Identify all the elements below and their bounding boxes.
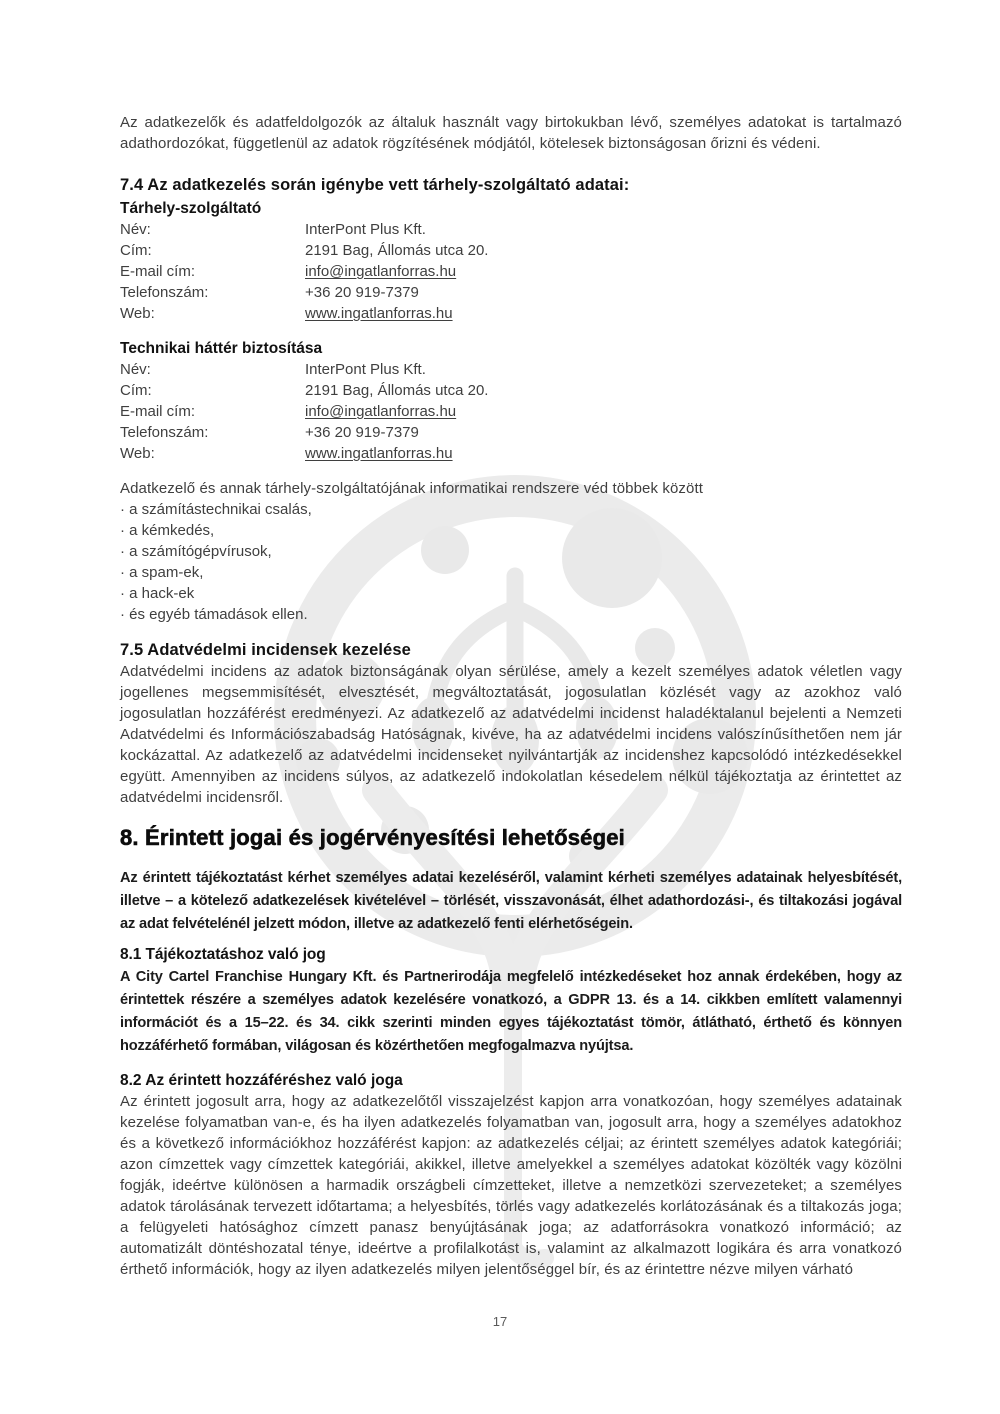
section-8-2-body: Az érintett jogosult arra, hogy az adatkezelőtől visszajelzést kapjon arra vonatkozóan, hogy személyes adatainak kezelése folyamatban van-e, és ha ilyen adatkezelés folyamatban van, jogosult arra, hogy a személyes adatokhoz és a következő információkhoz hozzáférést kapjon: az adatkezelés céljai; az érintett személyes adatok kategóriái; azon címzettek vagy címzettek kategóriái, akikkel, illetve amelyekkel a személyes adatokat közölték vagy közölni fogják, ideértve különösen a harmadik országbeli címzetteket, illetve a nemzetközi szervezeteket; a személyes adatok tárolásának tervezett időtartama; a helyesbítés, törlés vagy adatkezelés korlátozásának és a tiltakozás joga; a felügyeleti hatósághoz címzett panasz benyújtásának joga; az adatforrásokra vonatkozó információ; az automatizált döntéshozatal ténye, ideértve a profilalkotást is, valamint az alkalmazott logikára és arra vonatkozó érthető információk, hogy az ilyen adatkezelés milyen jelentőséggel bír, és az érintettre nézve milyen várható [120, 1093, 902, 1278]
contact-value: InterPont Plus Kft. [305, 221, 426, 238]
contact-label: Cím: [120, 382, 152, 399]
contact-row-web [120, 443, 902, 464]
list-item: · a hack-ek [120, 585, 195, 602]
technical-background-title: Technikai háttér biztosítása [120, 340, 323, 357]
contact-label: Név: [120, 221, 151, 238]
section-8-intro: Az érintett tájékoztatást kérhet személyes adatai kezeléséről, valamint kérheti személyes adatainak helyesbítését, illetve – a kötelező adatkezelések kivételével – törlését, visszavonását, élhet adathordozási-, és tiltakozási jogával az adat felvételénél jelzett módon, illetve az adatkezelő fenti elérhetőségein. [120, 870, 902, 932]
contact-row-email [120, 401, 902, 422]
page-number: 17 [492, 1314, 508, 1329]
technical-background-contact [120, 359, 902, 464]
contact-row-phone [120, 282, 902, 303]
contact-value: +36 20 919-7379 [305, 284, 419, 301]
email-link[interactable]: info@ingatlanforras.hu [305, 263, 457, 280]
contact-label: Web: [120, 445, 155, 462]
protection-intro: Adatkezelő és annak tárhely-szolgáltatójának informatikai rendszere véd többek között [120, 480, 703, 497]
list-item: · a számítástechnikai csalás, [120, 501, 312, 518]
section-8-2-heading: 8.2 Az érintett hozzáféréshez való joga [120, 1072, 403, 1089]
contact-row-email [120, 261, 902, 282]
contact-label: E-mail cím: [120, 403, 195, 420]
contact-label: Név: [120, 361, 151, 378]
contact-row-name [120, 359, 902, 380]
contact-label: Cím: [120, 242, 152, 259]
contact-value: 2191 Bag, Állomás utca 20. [305, 382, 489, 399]
contact-row-web [120, 303, 902, 324]
contact-row-address [120, 240, 902, 261]
contact-value: InterPont Plus Kft. [305, 361, 426, 378]
page-content [120, 112, 902, 1280]
section-7-5-body: Adatvédelmi incidens az adatok biztonságának olyan sérülése, amely a kezelt személyes adatok véletlen vagy jogellenes megsemmisítését, elvesztését, megváltoztatását, jogosulatlan közlését vagy az azokhoz való jogosulatlan hozzáférést eredményezi. Az adatkezelő az adatvédelmi incidenst haladéktalanul bejelenti a Nemzeti Adatvédelmi és Információszabadság Hatóságnak, kivéve, ha az adatvédelmi incidens valószínűsíthetően nem jár kockázattal. Az adatkezelő az adatvédelmi incidenseket nyilvántartják az incidenshez kapcsolódó intézkedésekkel együtt. Amennyiben az incidens súlyos, az adatkezelő indokolatlan késedelem nélkül tájékoztatja az érintettet az adatvédelmi incidensről. [120, 663, 902, 806]
website-link[interactable]: www.ingatlanforras.hu [305, 445, 453, 462]
hosting-provider-title: Tárhely-szolgáltató [120, 200, 262, 217]
contact-row-phone [120, 422, 902, 443]
list-item: · és egyéb támadások ellen. [120, 606, 308, 623]
protection-list [120, 499, 902, 625]
contact-label: Telefonszám: [120, 424, 209, 441]
list-item: · a spam-ek, [120, 564, 204, 581]
intro-paragraph: Az adatkezelők és adatfeldolgozók az általuk használt vagy birtokukban lévő, személyes adatokat is tartalmazó adathordozókat, függetlenül az adatok rögzítésének módjától, kötelesek biztonságosan őrizni és védeni. [120, 114, 902, 152]
email-link[interactable]: info@ingatlanforras.hu [305, 403, 457, 420]
section-8-1-heading: 8.1 Tájékoztatáshoz való jog [120, 946, 326, 963]
contact-row-name [120, 219, 902, 240]
section-7-5-heading: 7.5 Adatvédelmi incidensek kezelése [120, 641, 411, 659]
section-8-heading: 8. Érintett jogai és jogérvényesítési lehetőségei [120, 825, 625, 850]
contact-label: Web: [120, 305, 155, 322]
contact-row-address [120, 380, 902, 401]
contact-label: E-mail cím: [120, 263, 195, 280]
contact-value: +36 20 919-7379 [305, 424, 419, 441]
contact-label: Telefonszám: [120, 284, 209, 301]
list-item: · a számítógépvírusok, [120, 543, 272, 560]
hosting-provider-contact [120, 219, 902, 324]
website-link[interactable]: www.ingatlanforras.hu [305, 305, 453, 322]
section-7-4-heading: 7.4 Az adatkezelés során igénybe vett tárhely-szolgáltató adatai: [120, 176, 630, 194]
list-item: · a kémkedés, [120, 522, 215, 539]
contact-value: 2191 Bag, Állomás utca 20. [305, 242, 489, 259]
section-8-1-body: A City Cartel Franchise Hungary Kft. és Partnerirodája megfelelő intézkedéseket hoz annak érdekében, hogy az érintettek részére a személyes adatok kezelésére vonatkozó, a GDPR 13. és a 14. cikkben említett valamennyi információt és a 15–22. és 34. cikk szerinti minden egyes tájékoztatást tömör, átlátható, érthető és könnyen hozzáférhető formában, világosan és közérthetően megfogalmazva nyújtsa. [120, 969, 902, 1054]
